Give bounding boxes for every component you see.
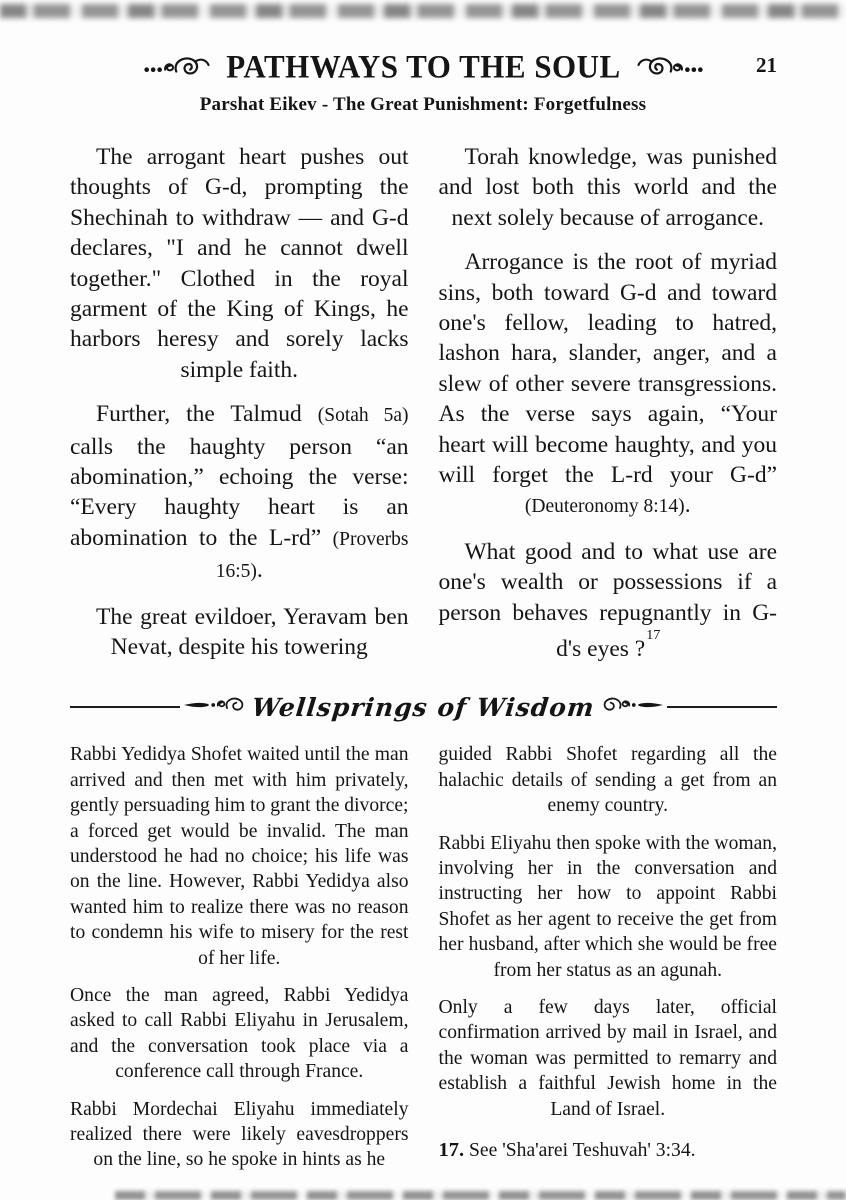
paragraph: The arrogant heart pushes out thoughts of G-d, prompting the Shechinah to withdraw — and G-d declares, "I and he cannot dwell together." Clothed in the royal garment of the King of Kings, he harbors heresy and sorely lacks simple faith. bbox=[70, 144, 409, 383]
footnote-text: See 'Sha'arei Teshuvah' 3:34. bbox=[469, 1140, 696, 1162]
paragraph: Rabbi Mordechai Eliyahu immediately realized there were likely eavesdroppers on the line, so he spoke in hints as he bbox=[70, 1098, 409, 1171]
story-left-column bbox=[70, 742, 409, 1185]
divider-title: Wellsprings of Wisdom bbox=[250, 692, 597, 722]
divider-flourish-icon bbox=[601, 695, 665, 719]
main-left-column bbox=[70, 142, 409, 678]
paragraph: The great evildoer, Yeravam ben Nevat, despite his towering bbox=[96, 603, 409, 661]
paragraph: Rabbi Eliyahu then spoke with the woman, involving her in the conversation and instructing her how to appoint Rabbi Shofet as her agent to receive the get from her husband, after which she would be free from her status as an agunah. bbox=[438, 832, 777, 981]
scan-artifact-top bbox=[0, 4, 846, 18]
story-right-column bbox=[439, 742, 778, 1185]
divider-flourish-icon bbox=[182, 695, 246, 719]
main-article bbox=[0, 142, 846, 678]
section-divider bbox=[70, 690, 777, 724]
paragraph: Only a few days later, official confirmation arrived by mail in Israel, and the woman was permitted to remarry and establish a faithful Jewish home in the Land of Israel. bbox=[438, 996, 777, 1120]
paragraph: Rabbi Yedidya Shofet waited until the man arrived and then met with him privately, gently persuading him to grant the divorce; a forced get would be invalid. The man understood he had no choice; his life was on the line. However, Rabbi Yedidya also wanted him to realize there was no reason to condemn his wife to misery for the rest of her life. bbox=[70, 744, 409, 969]
wellsprings-story bbox=[0, 742, 846, 1185]
divider-rule-right bbox=[667, 706, 777, 708]
paragraph: Arrogance is the root of myriad sins, both toward G-d and toward one's fellow, leading to hatred, lashon hara, slander, anger, and a slew of other severe transgressions. As the verse says again, “Your heart will become haughty, and you will forget the L-rd your G-d” (Deuteronomy 8:14). bbox=[438, 249, 777, 519]
footnote bbox=[439, 1138, 778, 1163]
divider-rule-left bbox=[70, 706, 180, 708]
scroll-flourish-icon bbox=[140, 54, 218, 78]
paragraph: Once the man agreed, Rabbi Yedidya asked to call Rabbi Eliyahu in Jerusalem, and the conversation took place via a conference call through France. bbox=[70, 984, 409, 1083]
scan-artifact-bottom bbox=[115, 1191, 846, 1200]
paragraph: Torah knowledge, was punished and lost both this world and the next solely because of arrogance. bbox=[438, 144, 777, 231]
title-row bbox=[70, 46, 777, 86]
page-title: PATHWAYS TO THE SOUL bbox=[226, 47, 621, 85]
main-right-column bbox=[439, 142, 778, 678]
page-header bbox=[0, 46, 846, 116]
page-subtitle: Parshat Eikev - The Great Punishment: Forgetfulness bbox=[199, 94, 647, 115]
paragraph: guided Rabbi Shofet regarding all the halachic details of sending a get from an enemy country. bbox=[438, 744, 777, 817]
paragraph: What good and to what use are one's wealth or possessions if a person behaves repugnantly in G-d's eyes ?$^{17}$ bbox=[438, 538, 777, 662]
story-right-paragraphs bbox=[439, 742, 778, 1122]
paragraph: Further, the Talmud (Sotah 5a) calls the haughty person “an abomination,” echoing the verse: “Every haughty heart is an abomination to the L-rd” (Proverbs 16:5). bbox=[70, 401, 409, 584]
footnote-marker: 17. bbox=[438, 1139, 465, 1162]
scroll-flourish-icon bbox=[629, 54, 707, 78]
page-number: 21 bbox=[756, 53, 777, 77]
